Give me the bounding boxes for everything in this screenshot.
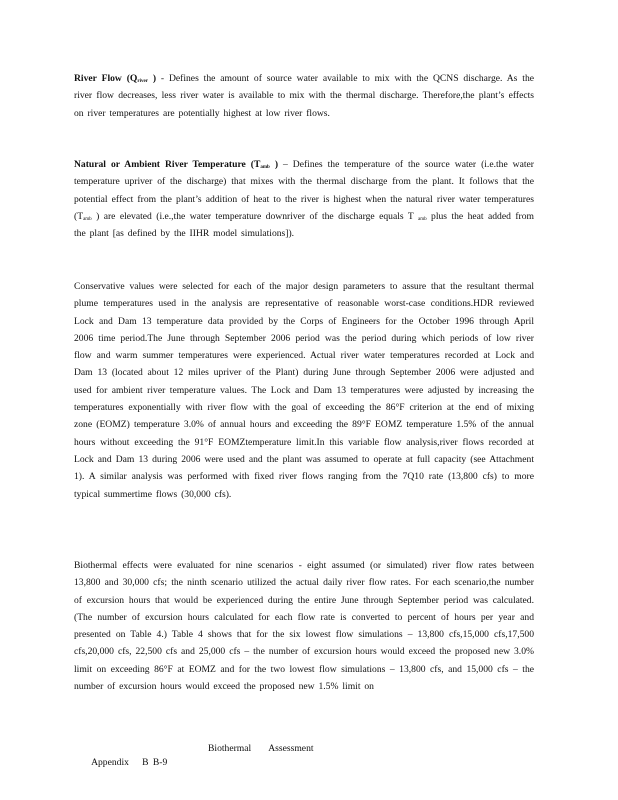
paragraph-conservative-values: Conservative values were selected for each of the major design parameters to assure that the resultant thermal plume temperatures used in the analysis are representative of reasonable worst-case conditions.HDR reviewed Lock and Dam 13 temperature data provided by the Corps of Engineers for the October 1996 through April 2006 time period.The June through September 2006 period was the period during which periods of low river flow and warm summer temperatures were experienced. Actual river water temperatures recorded at Lock and Dam 13 (located about 12 miles upriver of the Plant) during June through September 2006 were adjusted and used for ambient river temperature values. The Lock and Dam 13 temperatures were adjusted by increasing the temperatures exponentially with river flow with the goal of exceeding the 86°F criterion at the end of mixing zone (EOMZ) temperature 3.0% of annual hours and exceeding the 89°F EOMZ temperature 1.5% of the annual hours without exceeding the 91°F EOMZtemperature limit.In this variable flow analysis,river flows recorded at Lock and Dam 13 during 2006 were used and the plant was assumed to operate at full capacity (see Attachment 1). A similar analysis was performed with fixed river flows ranging from the 7Q10 rate (13,800 cfs) to more typical summertime flows (30,000 cfs).: [74, 281, 534, 500]
symbol-subscript: amb: [260, 165, 270, 170]
ambient-sub-c: amb: [418, 216, 427, 222]
symbol-close: ): [152, 73, 157, 84]
ambient-text-c: plus the heat added from the plant [as defined by the IIHR model simulations]).: [74, 210, 534, 240]
paragraph-biothermal-effects: Biothermal effects were evaluated for nine scenarios - eight assumed (or simulated) river flow rates between 13,800 and 30,000 cfs; the ninth scenario utilized the actual daily river flow rates. For each scenario,the number of excursion hours that would be experienced during the entire June through September period was calculated. (The number of excursion hours calculated for each flow rate is converted to percent of hours per year and presented on Table 4.) Table 4 shows that for the six lowest flow simulations – 13,800 cfs,15,000 cfs,17,500 cfs,20,000 cfs, 22,500 cfs and 25,000 cfs – the number of excursion hours would exceed the proposed new 3.0% limit on exceeding 86°F at EOMZ and for the two lowest flow simulations – 13,800 cfs, and 15,000 cfs – the number of excursion hours would exceed the proposed new 1.5% limit on: [74, 560, 534, 693]
footer-title: Biothermal Assessment: [208, 743, 314, 754]
ambient-text-a: – Defines the temperature of the source water (i.e.the water temperature upriver of the discharge) that mixes with the thermal discharge from the plant. It follows that the potential effect from the plant’s addition of heat to the river is highest when the natural river water temperatures (T: [74, 159, 534, 222]
page-footer: [74, 742, 314, 798]
river-flow-text: - Defines the amount of source water available to mix with the QCNS discharge. As the river flow decreases, less river water is available to mix with the thermal discharge. Therefore,the plant’s effects on river temperatures are potentially highest at low river flows.: [74, 73, 534, 119]
symbol-subscript: river: [137, 79, 148, 84]
symbol-open: (Q: [126, 73, 138, 84]
footer-page-ref: Appendix B B-9: [91, 757, 168, 768]
symbol-t-amb: [251, 159, 278, 170]
ambient-text-b: ) are elevated (i.e.,the water temperature downriver of the discharge equals T: [96, 210, 414, 222]
ambient-sub-b: amb: [83, 216, 92, 222]
paragraph-ambient-temperature: [74, 156, 534, 242]
term-ambient-temperature: Natural or Ambient River Temperature: [74, 159, 246, 170]
symbol-q-river: [127, 73, 156, 84]
paragraph-river-flow: [74, 70, 534, 122]
symbol-open: (T: [250, 159, 261, 170]
term-river-flow: River Flow: [74, 73, 122, 84]
symbol-close: ): [274, 159, 279, 170]
